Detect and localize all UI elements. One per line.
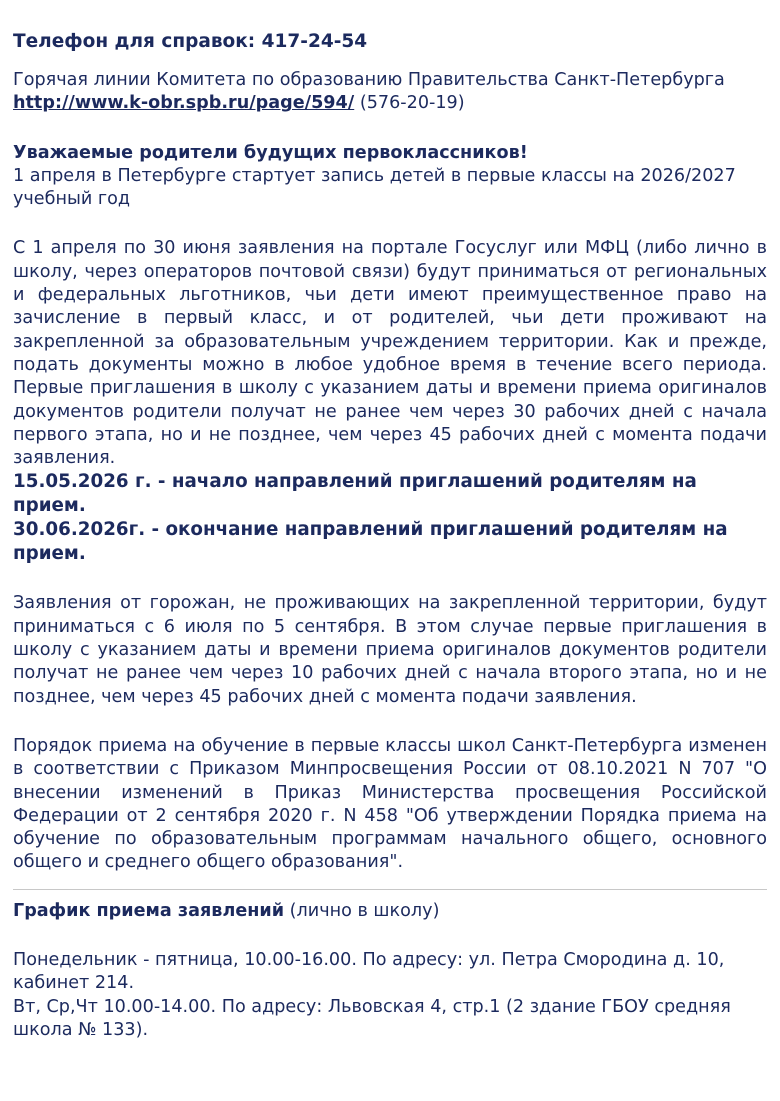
- date-end: 30.06.2026г. - окончание направлений приглашений родителям на прием.: [13, 519, 728, 565]
- greeting-subtitle: 1 апреля в Петербурге стартует запись детей в первые классы на 2026/2027 учебный год: [13, 165, 736, 210]
- hotline-phone: (576-20-19): [359, 93, 465, 114]
- schedule-line-1: Понедельник - пятница, 10.00-16.00. По адресу: ул. Петра Смородина д. 10, кабинет 214.: [13, 950, 725, 994]
- spacer: [13, 116, 767, 142]
- spacer: [13, 923, 767, 949]
- spacer: [13, 709, 767, 735]
- schedule-line-2: Вт, Ср,Чт 10.00-14.00. По адресу: Львовская 4, стр.1 (2 здание ГБОУ средняя школа № 133).: [13, 996, 731, 1040]
- spacer: [13, 211, 767, 237]
- stage2-paragraph: Заявления от горожан, не проживающих на закрепленной территории, будут приниматься с 6 июля по 5 сентября. В этом случае первые приглашения в школу с указанием даты и времени приема оригиналов документов родители получат не ранее чем через 10 рабочих дней с начала второго этапа, но и не позднее, чем через 45 рабочих дней с момента подачи заявления.: [13, 593, 767, 707]
- order-paragraph: Порядок приема на обучение в первые классы школ Санкт-Петербурга изменен в соответствии с Приказом Минпросвещения России от 08.10.2021 N 707 "О внесении изменений в Приказ Министерства просвещения Российской Федерации от 2 сентября 2020 г. N 458 "Об утверждении Порядка приема на обучение по образовательным программам начального общего, основного общего и среднего общего образования".: [13, 735, 767, 873]
- spacer: [13, 54, 767, 69]
- hotline-link-line: [13, 92, 767, 115]
- phone-heading: Телефон для справок: 417-24-54: [13, 31, 368, 52]
- stage1-paragraph: С 1 апреля по 30 июня заявления на портале Госуслуг или МФЦ (либо лично в школу, через операторов почтовой связи) будут приниматься от региональных и федеральных льготников, чьи дети имеют преимущественное право на зачисление в первый класс, и от родителей, чьи дети проживают на закрепленной за образовательным учреждением территории. Как и прежде, подать документы можно в любое удобное время в течение всего периода. Первые приглашения в школу с указанием даты и времени приема оригиналов документов родители получат не ранее чем через 30 рабочих дней с начала первого этапа, но и не позднее, чем через 45 рабочих дней с момента подачи заявления.: [13, 238, 767, 469]
- hotline-text: Горячая линии Комитета по образованию Правительства Санкт-Петербурга: [13, 70, 725, 90]
- schedule-title-suffix: (лично в школу): [289, 900, 440, 921]
- hotline-link[interactable]: http://www.k-obr.spb.ru/page/594/: [13, 93, 355, 114]
- date-start: 15.05.2026 г. - начало направлений приглашений родителям на прием.: [13, 471, 697, 517]
- spacer: [13, 566, 767, 592]
- greeting-title: Уважаемые родители будущих первоклассников!: [13, 142, 528, 163]
- schedule-title-line: [13, 900, 767, 923]
- divider: [13, 889, 767, 890]
- schedule-title: График приема заявлений: [13, 900, 285, 921]
